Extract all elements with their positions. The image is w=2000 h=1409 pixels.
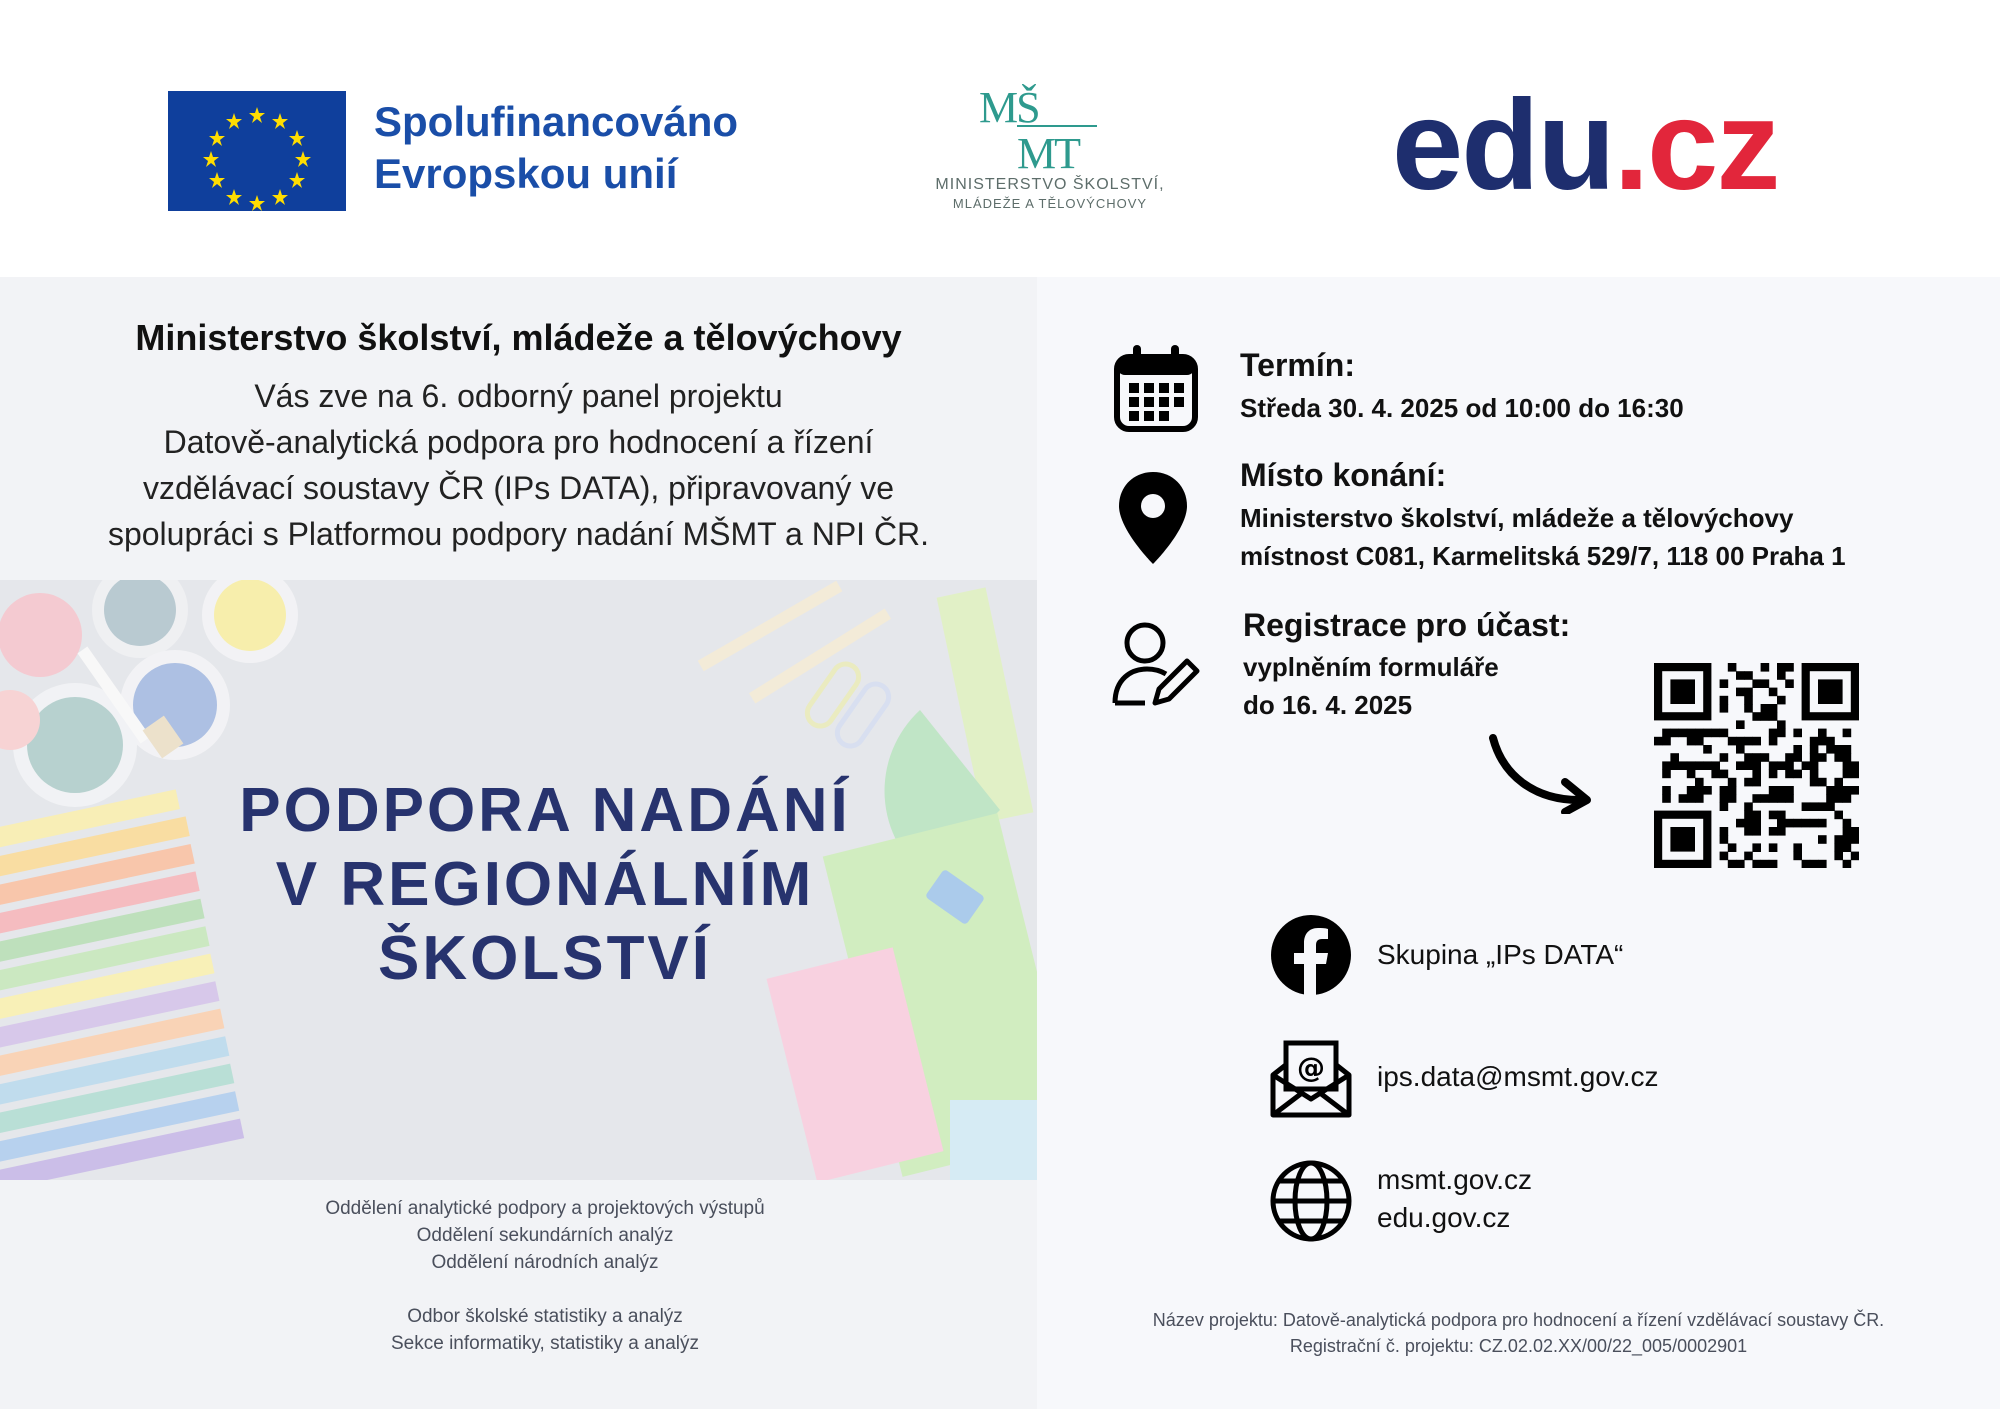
department-line: Oddělení sekundárních analýz: [416, 1225, 674, 1246]
project-info: [1037, 1307, 2000, 1359]
calendar-icon: [1111, 343, 1201, 435]
eu-text-line1: Spolufinancováno: [374, 98, 739, 145]
place-line2: místnost C081, Karmelitská 529/7, 118 00 Praha 1: [1240, 541, 1846, 571]
eu-text-line2: Evropskou unií: [374, 150, 678, 197]
svg-text:MŠ: MŠ: [979, 84, 1039, 132]
user-edit-icon: [1111, 619, 1201, 713]
msmt-mark-icon: [977, 84, 1127, 172]
web-link-edu[interactable]: edu.gov.cz: [1377, 1202, 1511, 1233]
edu-cz-logo: [1392, 66, 1778, 226]
arrow-icon: [1487, 732, 1597, 814]
department-line: Oddělení národních analýz: [431, 1252, 659, 1273]
registration-line2: do 16. 4. 2025: [1243, 690, 1413, 720]
web-links: [1377, 1161, 1532, 1237]
web-link-msmt[interactable]: msmt.gov.cz: [1377, 1164, 1533, 1195]
msmt-name-line1: MINISTERSTVO ŠKOLSTVÍ,: [935, 176, 1165, 193]
department-spacer: [0, 1276, 1090, 1303]
edu-logo-part1: edu: [1392, 74, 1614, 217]
date-label: Termín:: [1240, 347, 1355, 383]
date-value: Středa 30. 4. 2025 od 10:00 do 16:30: [1240, 393, 1684, 423]
location-pin-icon: [1117, 470, 1189, 566]
eu-flag-icon: [168, 91, 346, 211]
svg-text:@: @: [1297, 1051, 1325, 1084]
banner-title-line: V REGIONÁLNÍM: [275, 850, 815, 919]
qr-code[interactable]: [1654, 663, 1859, 868]
banner-title-line: ŠKOLSTVÍ: [377, 924, 713, 993]
place-line1: Ministerstvo školství, mládeže a tělovýchovy: [1240, 503, 1794, 533]
eu-cofinanced-text: [374, 96, 738, 200]
svg-text:MT: MT: [1017, 129, 1079, 172]
invitation-line: Vás zve na 6. odborný panel projektu: [254, 378, 783, 414]
header: [0, 0, 2000, 277]
project-name: Název projektu: Datově-analytická podpora pro hodnocení a řízení vzdělávací soustavy ČR.: [1152, 1310, 1885, 1330]
email-link[interactable]: ips.data@msmt.gov.cz: [1377, 1061, 1659, 1092]
registration-label: Registrace pro účast:: [1243, 607, 1571, 643]
right-panel: [1037, 277, 2000, 1409]
inviting-organization: Ministerstvo školství, mládeže a tělovýchovy: [135, 317, 902, 358]
msmt-name-line2: MLÁDEŽE A TĚLOVÝCHOVY: [952, 196, 1148, 211]
edu-logo-part2: .cz: [1613, 74, 1779, 217]
invitation-line: vzdělávací soustavy ČR (IPs DATA), připravovaný ve: [142, 470, 895, 506]
globe-icon: [1269, 1159, 1353, 1243]
msmt-logo: [905, 80, 1195, 220]
place-label: Místo konání:: [1240, 457, 1447, 493]
banner-title: [0, 774, 1037, 996]
project-registration-number: Registrační č. projektu: CZ.02.02.XX/00/22_005/0002901: [1289, 1336, 1748, 1356]
left-panel: [0, 277, 1037, 1409]
school-supplies-banner: [0, 580, 1037, 1180]
invitation-line: spolupráci s Platformou podpory nadání MŠMT a NPI ČR.: [107, 516, 930, 552]
department-line: Oddělení analytické podpory a projektových výstupů: [325, 1198, 765, 1219]
registration-line1: vyplněním formuláře: [1243, 652, 1499, 682]
email-icon[interactable]: [1270, 1039, 1352, 1119]
facebook-group-link[interactable]: Skupina „IPs DATA“: [1377, 939, 1624, 970]
department-line: Odbor školské statistiky a analýz: [407, 1306, 683, 1327]
department-line: Sekce informatiky, statistiky a analýz: [391, 1333, 699, 1354]
departments-list: [0, 1195, 1090, 1357]
banner-title-line: PODPORA NADÁNÍ: [239, 776, 851, 845]
invitation-text: [40, 373, 997, 557]
facebook-icon[interactable]: [1270, 914, 1352, 996]
invitation-line: Datově-analytická podpora pro hodnocení a řízení: [163, 424, 874, 460]
